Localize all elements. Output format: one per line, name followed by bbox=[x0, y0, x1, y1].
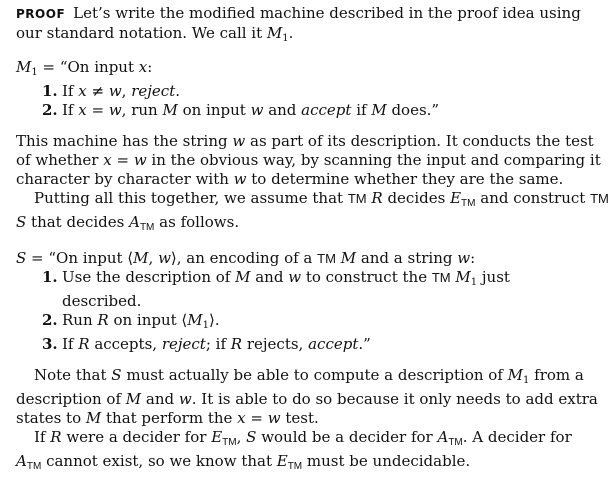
text: Run bbox=[62, 311, 98, 329]
step-text: on input bbox=[177, 101, 251, 119]
text: cannot exist, so we know that bbox=[41, 452, 277, 470]
machine-s-step-1 bbox=[16, 268, 578, 311]
math-x: x bbox=[237, 409, 246, 427]
para2-line-2 bbox=[16, 213, 578, 237]
text: must be undecidable. bbox=[302, 452, 471, 470]
math-sub: 1 bbox=[523, 375, 530, 386]
math-w: w bbox=[108, 82, 122, 100]
math-x: x bbox=[78, 101, 87, 119]
text: states to bbox=[16, 409, 86, 427]
text: to determine whether they are the same. bbox=[246, 170, 564, 188]
machine-m1-step-1 bbox=[16, 82, 578, 101]
text: accepts, bbox=[89, 335, 162, 353]
proof-intro-text-a: Let’s write the modified machine described in the proof idea using bbox=[73, 4, 581, 22]
math-s: S bbox=[111, 366, 122, 384]
machine-s-header bbox=[16, 249, 578, 268]
text: decides bbox=[382, 189, 451, 207]
def-prefix: = “On input bbox=[37, 58, 139, 76]
punct: . bbox=[175, 82, 181, 100]
punct: : bbox=[147, 58, 153, 76]
text: in the obvious way, by scanning the input and comparing it bbox=[146, 151, 601, 169]
math-m: M bbox=[187, 311, 203, 329]
math-x: x bbox=[138, 58, 148, 76]
text: would be a decider for bbox=[256, 428, 438, 446]
step-text: if bbox=[351, 101, 372, 119]
text: and bbox=[141, 390, 179, 408]
tm-abbrev: TM bbox=[347, 191, 367, 206]
math-m: M bbox=[371, 101, 387, 119]
text: If bbox=[34, 428, 51, 446]
text: from a bbox=[529, 366, 584, 384]
text: of whether bbox=[16, 151, 104, 169]
text: = “On input ⟨ bbox=[26, 249, 134, 267]
math-a: A bbox=[437, 428, 449, 446]
math-sub: TM bbox=[222, 437, 237, 448]
text: ; if bbox=[205, 335, 231, 353]
text: Note that bbox=[34, 366, 112, 384]
machine-s-step-2 bbox=[16, 311, 578, 335]
text: as follows. bbox=[154, 213, 240, 231]
tm-abbrev: TM bbox=[317, 251, 336, 266]
text: just bbox=[477, 268, 510, 286]
step-text: does.” bbox=[386, 101, 440, 119]
machine-m1-step-2 bbox=[16, 101, 578, 120]
math-op: ≠ bbox=[86, 82, 109, 100]
text: that perform the bbox=[101, 409, 238, 427]
text: . A decider for bbox=[462, 428, 572, 446]
math-m: M bbox=[16, 58, 32, 76]
machine-s-definition bbox=[16, 249, 578, 354]
math-r: R bbox=[366, 189, 383, 207]
para1-line-2 bbox=[16, 151, 601, 170]
math-m: M bbox=[125, 390, 142, 408]
text: as part of its description. It conducts the test bbox=[245, 132, 594, 150]
math-sub: TM bbox=[139, 222, 155, 233]
math-w: w bbox=[267, 409, 281, 427]
math-sub: 1 bbox=[31, 67, 38, 78]
step-text: If bbox=[62, 101, 79, 119]
math-r: R bbox=[230, 335, 243, 353]
line bbox=[42, 268, 578, 292]
machine-m1-header bbox=[16, 58, 578, 82]
math-sub: TM bbox=[461, 198, 476, 209]
math-op: = bbox=[245, 409, 268, 427]
action-reject: reject bbox=[161, 335, 206, 353]
math-w: w bbox=[108, 101, 122, 119]
para2-line-1 bbox=[16, 189, 609, 213]
math-r: R bbox=[50, 428, 62, 446]
paragraph-description bbox=[16, 132, 601, 189]
math-s: S bbox=[16, 249, 27, 267]
text: were a decider for bbox=[61, 428, 212, 446]
step-number: 1. bbox=[42, 82, 58, 100]
step-number: 2. bbox=[42, 311, 58, 329]
text: If bbox=[62, 335, 79, 353]
text: Putting all this together, we assume that bbox=[34, 189, 348, 207]
punct: : bbox=[470, 249, 476, 267]
text: described. bbox=[62, 292, 142, 310]
text: character by character with bbox=[16, 170, 234, 188]
math-m: M bbox=[455, 268, 471, 286]
math-m: M bbox=[235, 268, 251, 286]
line bbox=[62, 292, 578, 311]
math-m: M bbox=[266, 24, 283, 42]
math-r: R bbox=[78, 335, 90, 353]
para4-line-2 bbox=[16, 452, 578, 476]
machine-m1-definition bbox=[16, 58, 578, 120]
text: and bbox=[250, 268, 289, 286]
text: Use the description of bbox=[62, 268, 236, 286]
proof-intro-line-2 bbox=[16, 24, 578, 48]
proof-intro-text-b: our standard notation. We call it bbox=[16, 24, 267, 42]
math-w: w bbox=[250, 101, 264, 119]
math-s: S bbox=[16, 213, 27, 231]
text: ⟩, an encoding of a bbox=[170, 249, 318, 267]
text: and a string bbox=[356, 249, 458, 267]
text: . It is able to do so because it only needs to add extra bbox=[191, 390, 598, 408]
action-reject: reject bbox=[131, 82, 176, 100]
math-m: M bbox=[133, 249, 149, 267]
math-e: E bbox=[450, 189, 462, 207]
paragraph-construction bbox=[16, 189, 609, 237]
paragraph-conclusion bbox=[16, 428, 578, 476]
math-op: = bbox=[86, 101, 109, 119]
step-text: , run bbox=[121, 101, 163, 119]
text: description of bbox=[16, 390, 126, 408]
para4-line-1 bbox=[16, 428, 578, 452]
para3-line-1 bbox=[16, 366, 584, 390]
para3-line-2 bbox=[16, 390, 598, 409]
text: must actually be able to compute a description of bbox=[121, 366, 508, 384]
math-m: M bbox=[162, 101, 178, 119]
text: on input ⟨ bbox=[108, 311, 188, 329]
step-text: If bbox=[62, 82, 79, 100]
math-x: x bbox=[78, 82, 87, 100]
tm-abbrev: TM bbox=[590, 191, 609, 206]
para3-line-3 bbox=[16, 409, 578, 428]
tm-abbrev: TM bbox=[431, 270, 451, 285]
text: rejects, bbox=[242, 335, 309, 353]
text: that decides bbox=[26, 213, 130, 231]
text: and construct bbox=[475, 189, 591, 207]
text: ⟩. bbox=[209, 311, 220, 329]
math-a: A bbox=[129, 213, 140, 231]
text: .” bbox=[358, 335, 371, 353]
math-w: w bbox=[158, 249, 171, 267]
math-w: w bbox=[232, 132, 246, 150]
math-sub: 1 bbox=[202, 320, 210, 331]
punct: , bbox=[148, 249, 159, 267]
math-op: = bbox=[111, 151, 134, 169]
paragraph-note bbox=[16, 366, 598, 428]
math-m: M bbox=[507, 366, 524, 384]
math-w: w bbox=[457, 249, 471, 267]
machine-s-step-3 bbox=[16, 335, 578, 354]
action-accept: accept bbox=[308, 335, 359, 353]
step-number: 3. bbox=[42, 335, 58, 353]
math-x: x bbox=[103, 151, 112, 169]
step-text: and bbox=[263, 101, 302, 119]
math-w: w bbox=[178, 390, 192, 408]
math-w: w bbox=[288, 268, 302, 286]
text: , bbox=[236, 428, 247, 446]
para1-line-3 bbox=[16, 170, 578, 189]
math-sub: 1 bbox=[470, 277, 478, 288]
math-sub: TM bbox=[26, 461, 42, 472]
math-w: w bbox=[133, 151, 147, 169]
proof-intro bbox=[16, 4, 581, 48]
punct: , bbox=[121, 82, 132, 100]
math-r: R bbox=[97, 311, 109, 329]
punct: . bbox=[288, 24, 294, 42]
text: This machine has the string bbox=[16, 132, 233, 150]
para1-line-1 bbox=[16, 132, 594, 151]
step-number: 2. bbox=[42, 101, 58, 119]
math-a: A bbox=[16, 452, 27, 470]
proof-label: PROOF bbox=[16, 7, 66, 21]
math-sub: TM bbox=[448, 437, 463, 448]
math-m: M bbox=[85, 409, 102, 427]
math-e: E bbox=[211, 428, 223, 446]
math-sub: 1 bbox=[282, 33, 289, 44]
text: to construct the bbox=[301, 268, 432, 286]
math-m: M bbox=[340, 249, 357, 267]
text: test. bbox=[280, 409, 319, 427]
math-sub: TM bbox=[287, 461, 303, 472]
proof-intro-line-1 bbox=[16, 4, 581, 24]
math-w: w bbox=[233, 170, 247, 188]
proof-document bbox=[16, 4, 609, 476]
math-e: E bbox=[276, 452, 288, 470]
action-accept: accept bbox=[301, 101, 352, 119]
math-s: S bbox=[246, 428, 257, 446]
step-number: 1. bbox=[42, 268, 58, 286]
